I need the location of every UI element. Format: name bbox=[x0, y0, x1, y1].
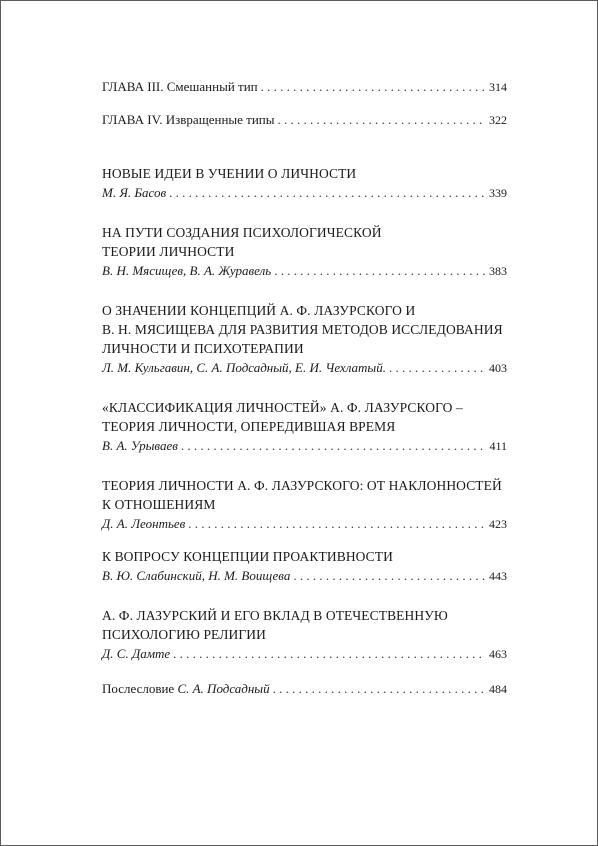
article-title-line: НА ПУТИ СОЗДАНИЯ ПСИХОЛОГИЧЕСКОЙ bbox=[102, 225, 382, 240]
leader-dots bbox=[188, 514, 486, 533]
article-authors: Д. А. Леонтьев bbox=[102, 516, 186, 531]
article-author-line bbox=[102, 261, 507, 281]
afterword-label bbox=[102, 679, 270, 698]
article-title-line: ПСИХОЛОГИЮ РЕЛИГИИ bbox=[102, 627, 266, 642]
article-author-line bbox=[102, 183, 507, 203]
article-authors: В. А. Урываев bbox=[102, 438, 178, 453]
article-title-line: ТЕОРИЯ ЛИЧНОСТИ А. Ф. ЛАЗУРСКОГО: ОТ НАКЛОННОСТЕЙ bbox=[102, 478, 502, 493]
toc-page-number: 383 bbox=[489, 264, 507, 278]
article-title-line: НОВЫЕ ИДЕИ В УЧЕНИИ О ЛИЧНОСТИ bbox=[102, 166, 357, 181]
article-author-line bbox=[102, 514, 507, 534]
article-title-line: «КЛАССИФИКАЦИЯ ЛИЧНОСТЕЙ» А. Ф. ЛАЗУРСКОГО – bbox=[102, 400, 463, 415]
toc-page-number: 443 bbox=[489, 569, 507, 583]
article-author-line bbox=[102, 358, 507, 378]
toc-chapter-3[interactable] bbox=[102, 77, 507, 97]
leader-dots bbox=[389, 358, 486, 377]
toc-page-number: 403 bbox=[489, 361, 507, 375]
article-title-line: ТЕОРИИ ЛИЧНОСТИ bbox=[102, 244, 235, 259]
toc-article[interactable] bbox=[102, 547, 507, 586]
article-title-line: О ЗНАЧЕНИИ КОНЦЕПЦИЙ А. Ф. ЛАЗУРСКОГО И bbox=[102, 303, 416, 318]
toc-article[interactable] bbox=[102, 476, 507, 534]
article-title-line: ЛИЧНОСТИ И ПСИХОТЕРАПИИ bbox=[102, 341, 304, 356]
toc-page-number: 339 bbox=[489, 186, 507, 200]
toc-chapter-4[interactable] bbox=[102, 110, 507, 130]
leader-dots bbox=[173, 644, 486, 663]
article-title-line: К ВОПРОСУ КОНЦЕПЦИИ ПРОАКТИВНОСТИ bbox=[102, 549, 393, 564]
afterword-title: Послесловие bbox=[102, 681, 175, 696]
leader-dots bbox=[273, 679, 486, 698]
article-title-line: В. Н. МЯСИЩЕВА ДЛЯ РАЗВИТИЯ МЕТОДОВ ИССЛЕДОВАНИЯ bbox=[102, 322, 503, 337]
leader-dots bbox=[169, 183, 486, 202]
toc-page-number: 411 bbox=[489, 439, 507, 453]
article-author-line bbox=[102, 436, 507, 456]
article-author-line bbox=[102, 644, 507, 664]
afterword-author: С. А. Подсадный bbox=[177, 681, 270, 696]
toc-page-number: 423 bbox=[489, 517, 507, 531]
toc-article[interactable] bbox=[102, 301, 507, 378]
article-authors: М. Я. Басов bbox=[102, 185, 167, 200]
toc-page-number: 314 bbox=[489, 80, 507, 94]
article-authors: В. Н. Мясищев, В. А. Журавель bbox=[102, 263, 272, 278]
toc-page-number: 484 bbox=[489, 682, 507, 696]
article-authors: В. Ю. Слабинский, Н. М. Воищева bbox=[102, 568, 291, 583]
article-title-line: ТЕОРИЯ ЛИЧНОСТИ, ОПЕРЕДИВШАЯ ВРЕМЯ bbox=[102, 419, 396, 434]
leader-dots bbox=[274, 261, 486, 280]
article-title-line: А. Ф. ЛАЗУРСКИЙ И ЕГО ВКЛАД В ОТЕЧЕСТВЕННУЮ bbox=[102, 608, 448, 623]
toc-article[interactable] bbox=[102, 398, 507, 456]
article-title-line: К ОТНОШЕНИЯМ bbox=[102, 497, 216, 512]
toc-page-number: 322 bbox=[489, 113, 507, 127]
toc-page-number: 463 bbox=[489, 647, 507, 661]
article-author-line bbox=[102, 566, 507, 586]
toc-chapter-label: ГЛАВА IV. Извращенные типы bbox=[102, 112, 275, 127]
leader-dots bbox=[261, 77, 486, 96]
toc-article[interactable] bbox=[102, 223, 507, 281]
toc-chapter-label: ГЛАВА III. Смешанный тип bbox=[102, 79, 258, 94]
article-authors: Л. М. Кульгавин, С. А. Подсадный, Е. И. Чехлатый. bbox=[102, 360, 386, 375]
leader-dots bbox=[293, 566, 486, 585]
table-of-contents bbox=[102, 77, 507, 699]
toc-afterword[interactable] bbox=[102, 679, 507, 699]
article-authors: Д. С. Дамте bbox=[102, 646, 171, 661]
toc-article[interactable] bbox=[102, 606, 507, 664]
toc-article[interactable] bbox=[102, 164, 507, 203]
leader-dots bbox=[278, 110, 487, 129]
leader-dots bbox=[181, 436, 487, 455]
